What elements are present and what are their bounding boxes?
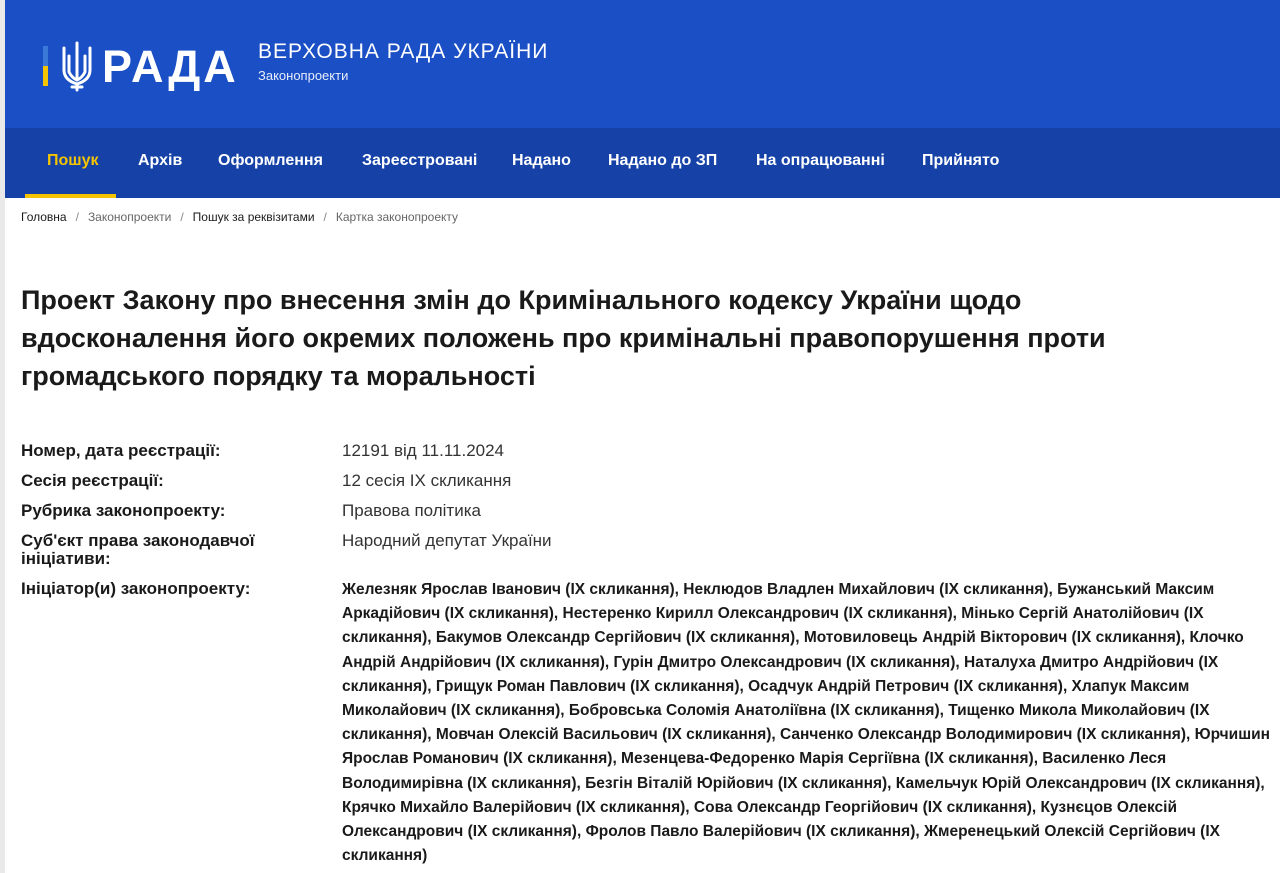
nav-item-drafting[interactable]: Оформлення [218, 152, 323, 169]
site-title [258, 40, 548, 83]
breadcrumb-current: Картка законопроекту [335, 210, 459, 224]
breadcrumb-home[interactable]: Головна [21, 210, 67, 224]
nav-item-submitted-zp[interactable]: Надано до ЗП [608, 152, 718, 169]
label-session: Сесія реєстрації: [21, 471, 164, 490]
value-session: 12 сесія IX скликання [342, 471, 512, 490]
nav-item-processing[interactable]: На опрацюванні [756, 152, 885, 169]
site-title-sub[interactable]: Законопроекти [258, 68, 349, 83]
value-rubric: Правова політика [342, 501, 481, 520]
nav-active-indicator [25, 194, 116, 198]
breadcrumb-bills[interactable]: Законопроекти [87, 210, 172, 224]
value-subject: Народний депутат України [342, 531, 552, 550]
nav-item-registered[interactable]: Зареєстровані [362, 152, 478, 169]
label-registration: Номер, дата реєстрації: [21, 441, 221, 460]
label-rubric: Рубрика законопроекту: [21, 501, 226, 520]
value-registration: 12191 від 11.11.2024 [342, 441, 505, 460]
logo-word: РАДА [102, 40, 239, 92]
label-initiators: Ініціатор(и) законопроекту: [21, 579, 251, 598]
breadcrumb-separator: / [323, 210, 327, 224]
label-subject: Суб'єкт права законодавчої ініціативи: [21, 531, 255, 568]
nav-item-archive[interactable]: Архів [138, 152, 183, 169]
initiators-list: Железняк Ярослав Іванович (IX скликання), Неклюдов Владлен Михайлович (IX скликання), Бужанський Максим Аркадійович (IX скликання), Нестеренко Кирилл Олександрович (IX скликання), Мінько Сергій Анатолійович (IX скликання), Бакумов Олександр Сергійович (IX скликання), Мотовиловець Андрій Вікторович (IX скликання), Клочко Андрій Андрійович (IX скликання), Гурін Дмитро Олександрович (IX скликання), Наталуха Дмитро Андрійович (IX скликання), Грищук Роман Павлович (IX скликання), Осадчук Андрій Петрович (IX скликання), Хлапук Максим Миколайович (IX скликання), Бобровська Соломія Анатоліївна (IX скликання), Тищенко Микола Миколайович (IX скликання), Мовчан Олексій Васильович (IX скликання), Санченко Олександр Володимирович (IX скликання), Юрчишин Ярослав Романович (IX скликання), Мезенцева-Федоренко Марія Сергіївна (IX скликання), Василенко Леся Володимирівна (IX скликання), Безгін Віталій Юрійович (IX скликання), Камельчук Юрій Олександрович (IX скликання), Крячко Михайло Валерійович (IX скликання), Сова Олександр Георгійович (IX скликання), Кузнєцов Олексій Олександрович (IX скликання), Фролов Павло Валерійович (IX скликання), Жмеренецький Олексій Сергійович (IX скликання) [342, 581, 1271, 865]
nav-item-adopted[interactable]: Прийнято [922, 152, 1000, 169]
trident-icon [60, 40, 94, 92]
page-title: Проект Закону про внесення змін до Кримінального кодексу України щодо вдосконалення його окремих положень про кримінальні правопорушення проти громадського порядку та моральності [21, 285, 1106, 391]
site-header [5, 0, 1280, 128]
breadcrumb-separator: / [75, 210, 79, 224]
rada-logo[interactable] [43, 38, 239, 94]
breadcrumb-separator: / [180, 210, 184, 224]
nav-item-search[interactable]: Пошук [47, 152, 99, 169]
nav-item-submitted[interactable]: Надано [512, 152, 571, 169]
main-nav [5, 128, 1280, 198]
flag-bar [43, 46, 48, 86]
breadcrumb-search[interactable]: Пошук за реквізитами [192, 210, 315, 224]
site-title-main[interactable]: ВЕРХОВНА РАДА УКРАЇНИ [258, 40, 549, 63]
breadcrumb [21, 210, 458, 224]
